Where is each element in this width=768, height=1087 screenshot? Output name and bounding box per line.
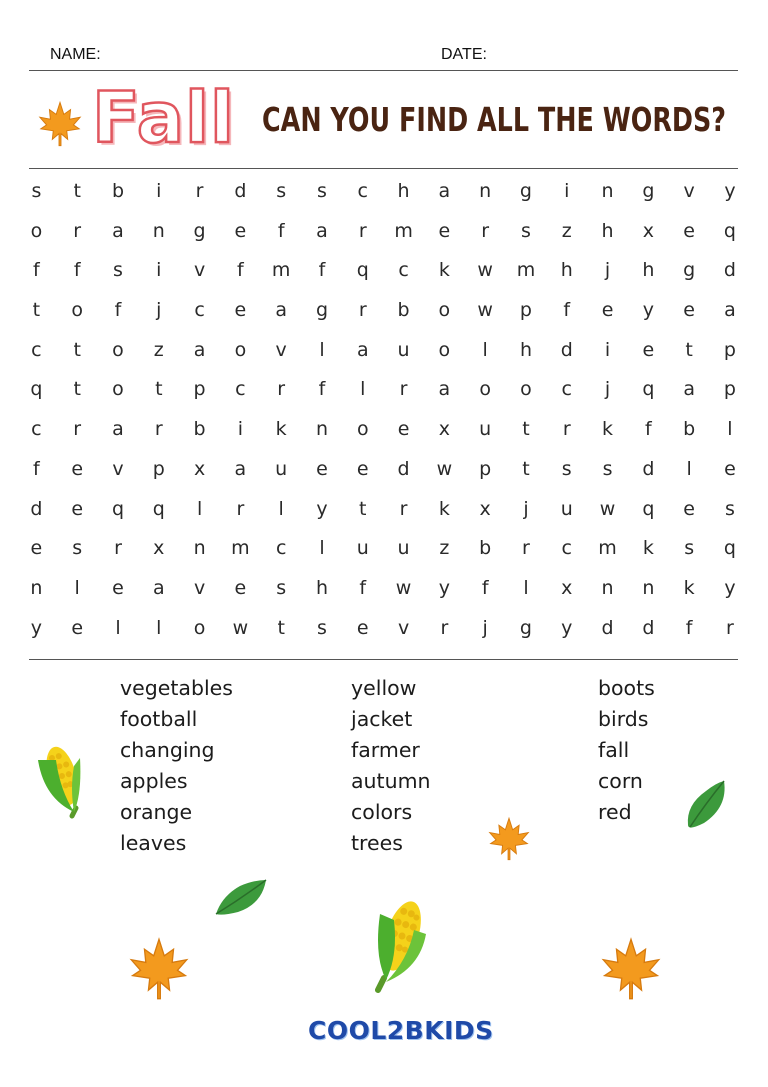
grid-letter: e: [683, 497, 695, 520]
corn-icon: [364, 890, 434, 996]
grid-letter: u: [397, 338, 410, 361]
grid-row: [16, 251, 751, 291]
grid-letter: y: [724, 576, 736, 599]
grid-letter: c: [275, 537, 287, 560]
grid-letter: o: [356, 418, 369, 441]
grid-letter: q: [30, 378, 43, 401]
grid-letter: v: [275, 338, 287, 361]
grid-letter: e: [356, 616, 369, 639]
grid-letter: a: [275, 299, 287, 322]
grid-letter: q: [642, 497, 655, 520]
grid-row: [16, 410, 751, 450]
word-list-item: leaves: [120, 831, 187, 855]
grid-letter: f: [318, 259, 326, 282]
grid-letter: o: [193, 616, 206, 639]
word-list-column-1: [120, 673, 233, 859]
grid-letter: m: [394, 219, 413, 242]
header-divider: [29, 70, 738, 71]
grid-divider: [29, 659, 738, 660]
word-list-column-3: [598, 673, 655, 828]
grid-letter: r: [522, 537, 530, 560]
grid-letter: q: [642, 378, 655, 401]
grid-letter: b: [397, 299, 410, 322]
grid-letter: r: [562, 418, 571, 441]
grid-letter: i: [156, 259, 162, 282]
grid-letter: a: [724, 299, 736, 322]
grid-letter: j: [523, 497, 529, 520]
grid-letter: n: [152, 219, 165, 242]
grid-letter: e: [724, 457, 736, 480]
grid-letter: w: [599, 497, 616, 520]
grid-letter: e: [234, 299, 247, 322]
grid-letter: r: [399, 497, 408, 520]
grid-letter: c: [357, 180, 368, 202]
grid-letter: r: [481, 219, 490, 242]
grid-letter: y: [724, 180, 736, 202]
grid-letter: d: [234, 180, 247, 202]
grid-letter: t: [73, 180, 81, 202]
grid-letter: z: [153, 338, 164, 361]
grid-letter: h: [560, 259, 573, 282]
word-list-item: red: [598, 800, 632, 824]
grid-letter: h: [519, 338, 532, 361]
title-fall: Fall: [92, 77, 235, 159]
grid-letter: k: [642, 537, 654, 560]
word-list-item: boots: [598, 676, 655, 700]
grid-letter: e: [683, 219, 695, 242]
grid-letter: a: [112, 219, 124, 242]
grid-letter: m: [516, 259, 536, 282]
grid-row: [16, 450, 751, 490]
grid-letter: e: [601, 299, 614, 322]
grid-letter: d: [642, 616, 655, 639]
grid-letter: m: [598, 537, 617, 560]
grid-letter: a: [438, 180, 451, 202]
grid-letter: m: [231, 537, 250, 560]
grid-letter: h: [642, 259, 655, 282]
grid-letter: x: [561, 576, 573, 599]
grid-letter: n: [601, 180, 614, 202]
grid-letter: o: [30, 219, 43, 242]
grid-letter: e: [30, 537, 43, 560]
grid-letter: j: [604, 378, 611, 401]
grid-letter: r: [358, 219, 367, 242]
grid-letter: i: [237, 418, 244, 441]
word-list-item: vegetables: [120, 676, 233, 700]
grid-letter: f: [33, 259, 40, 282]
grid-letter: p: [519, 299, 532, 322]
word-search-grid: [16, 172, 751, 648]
grid-row: [16, 172, 751, 212]
grid-letter: w: [436, 457, 453, 480]
grid-letter: y: [316, 497, 328, 520]
grid-letter: q: [723, 219, 736, 242]
grid-letter: d: [397, 457, 410, 480]
grid-letter: g: [519, 616, 532, 639]
grid-letter: e: [642, 338, 655, 361]
grid-letter: s: [317, 616, 327, 639]
grid-letter: t: [277, 616, 285, 639]
grid-letter: r: [154, 418, 163, 441]
grid-letter: v: [193, 259, 206, 282]
grid-row: [16, 331, 751, 371]
grid-letter: l: [74, 576, 80, 599]
grid-letter: g: [642, 180, 655, 202]
green-leaf-icon: [212, 876, 268, 920]
grid-letter: k: [438, 259, 450, 282]
grid-letter: c: [235, 378, 246, 401]
grid-letter: s: [684, 537, 695, 560]
grid-letter: y: [30, 616, 43, 639]
grid-letter: s: [276, 180, 287, 202]
grid-letter: u: [397, 537, 410, 560]
grid-letter: s: [317, 180, 327, 202]
word-list-item: jacket: [351, 707, 413, 731]
word-list-item: orange: [120, 800, 193, 824]
grid-row: [16, 569, 751, 609]
grid-letter: e: [112, 576, 124, 599]
grid-letter: k: [602, 418, 614, 441]
green-leaf-icon: [684, 777, 728, 833]
grid-letter: r: [399, 378, 408, 401]
word-list-item: yellow: [351, 676, 417, 700]
grid-letter: a: [112, 418, 124, 441]
grid-letter: s: [276, 576, 287, 599]
grid-letter: q: [723, 537, 736, 560]
grid-letter: l: [727, 418, 733, 441]
grid-letter: h: [315, 576, 328, 599]
grid-letter: n: [315, 418, 328, 441]
grid-letter: z: [561, 219, 572, 242]
word-list-item: apples: [120, 769, 188, 793]
grid-letter: n: [601, 576, 614, 599]
grid-letter: x: [438, 418, 450, 441]
grid-letter: k: [683, 576, 695, 599]
grid-letter: n: [30, 576, 43, 599]
maple-leaf-icon: [36, 100, 84, 148]
grid-letter: x: [193, 457, 206, 480]
grid-letter: u: [356, 537, 369, 560]
grid-letter: e: [71, 497, 84, 520]
grid-letter: j: [156, 299, 162, 322]
grid-letter: x: [153, 537, 165, 560]
grid-letter: r: [73, 418, 82, 441]
date-label: DATE:: [441, 46, 487, 63]
title-divider: [29, 168, 738, 169]
grid-letter: v: [683, 180, 695, 202]
grid-letter: z: [439, 537, 450, 560]
grid-letter: l: [319, 537, 325, 560]
grid-letter: f: [237, 259, 244, 282]
grid-row: [16, 529, 751, 569]
grid-letter: j: [482, 616, 488, 639]
grid-letter: l: [196, 497, 203, 520]
grid-letter: f: [73, 259, 81, 282]
grid-letter: o: [71, 299, 83, 322]
grid-letter: a: [683, 378, 695, 401]
grid-letter: n: [193, 537, 206, 560]
grid-letter: q: [356, 259, 369, 282]
grid-letter: r: [114, 537, 122, 560]
grid-letter: f: [563, 299, 571, 322]
maple-leaf-icon: [598, 936, 664, 1002]
grid-letter: b: [683, 418, 696, 441]
grid-letter: r: [440, 616, 449, 639]
grid-letter: f: [114, 299, 122, 322]
grid-letter: g: [193, 219, 206, 242]
grid-letter: w: [395, 576, 412, 599]
grid-letter: d: [560, 338, 573, 361]
grid-letter: c: [194, 299, 205, 322]
grid-letter: l: [156, 616, 162, 639]
grid-letter: k: [438, 497, 450, 520]
grid-letter: e: [234, 219, 247, 242]
grid-letter: w: [232, 616, 249, 639]
site-logo: COOL2BKIDS: [308, 1016, 494, 1045]
grid-letter: o: [112, 378, 124, 401]
word-list-item: colors: [351, 800, 413, 824]
grid-letter: e: [438, 219, 451, 242]
grid-letter: s: [724, 497, 735, 520]
grid-letter: t: [359, 497, 367, 520]
grid-letter: f: [33, 457, 40, 480]
grid-letter: x: [642, 219, 654, 242]
title-subtitle: CAN YOU FIND ALL THE WORDS?: [262, 100, 727, 139]
grid-letter: s: [602, 457, 613, 480]
grid-letter: e: [71, 457, 84, 480]
grid-letter: e: [316, 457, 328, 480]
grid-letter: h: [397, 180, 410, 202]
grid-letter: o: [520, 378, 532, 401]
grid-letter: l: [523, 576, 529, 599]
grid-letter: c: [561, 537, 572, 560]
grid-row: [16, 490, 751, 530]
grid-letter: u: [560, 497, 573, 520]
grid-letter: a: [193, 338, 206, 361]
grid-letter: e: [234, 576, 247, 599]
grid-letter: g: [315, 299, 328, 322]
grid-letter: p: [723, 338, 736, 361]
word-list-item: trees: [351, 831, 403, 855]
grid-letter: t: [73, 378, 81, 401]
grid-letter: r: [195, 180, 204, 202]
grid-letter: p: [152, 457, 165, 480]
grid-letter: b: [111, 180, 125, 202]
grid-letter: r: [358, 299, 367, 322]
grid-letter: o: [479, 378, 491, 401]
grid-letter: d: [601, 616, 614, 639]
grid-letter: q: [152, 497, 165, 520]
grid-letter: x: [479, 497, 491, 520]
grid-letter: e: [356, 457, 369, 480]
grid-letter: s: [521, 219, 531, 242]
grid-letter: f: [645, 418, 652, 441]
grid-letter: n: [479, 180, 492, 202]
grid-letter: v: [112, 457, 124, 480]
grid-letter: r: [277, 378, 286, 401]
word-list-item: autumn: [351, 769, 431, 793]
grid-letter: d: [723, 259, 736, 282]
grid-letter: o: [438, 338, 451, 361]
grid-letter: f: [277, 219, 285, 242]
grid-letter: l: [278, 497, 284, 520]
grid-row: [16, 291, 751, 331]
word-list-item: corn: [598, 769, 643, 793]
word-list-item: football: [120, 707, 198, 731]
word-list-item: changing: [120, 738, 215, 762]
grid-letter: l: [686, 457, 692, 480]
grid-row: [16, 212, 751, 252]
grid-letter: a: [234, 457, 247, 480]
name-label: NAME:: [50, 46, 101, 63]
word-list-item: farmer: [351, 738, 420, 762]
grid-letter: l: [115, 616, 121, 639]
grid-letter: s: [113, 259, 123, 282]
grid-letter: f: [481, 576, 489, 599]
grid-letter: f: [359, 576, 367, 599]
grid-letter: g: [683, 259, 696, 282]
grid-letter: j: [604, 259, 611, 282]
grid-letter: q: [111, 497, 125, 520]
grid-letter: i: [604, 338, 611, 361]
grid-letter: v: [193, 576, 206, 599]
grid-row: [16, 370, 751, 410]
grid-letter: c: [561, 378, 572, 401]
grid-letter: o: [112, 338, 124, 361]
grid-letter: a: [152, 576, 165, 599]
grid-letter: f: [318, 378, 326, 401]
grid-letter: g: [519, 180, 532, 202]
grid-letter: o: [438, 299, 451, 322]
grid-letter: f: [685, 616, 693, 639]
grid-letter: c: [31, 418, 42, 441]
grid-letter: c: [31, 338, 42, 361]
grid-letter: i: [156, 180, 162, 202]
grid-letter: l: [482, 338, 488, 361]
grid-letter: t: [73, 338, 81, 361]
grid-letter: t: [522, 418, 530, 441]
grid-letter: l: [319, 338, 325, 361]
maple-leaf-icon: [486, 816, 532, 862]
grid-letter: p: [723, 378, 736, 401]
grid-letter: p: [479, 457, 492, 480]
grid-letter: y: [561, 616, 573, 639]
grid-letter: u: [275, 457, 288, 480]
grid-letter: d: [642, 457, 655, 480]
grid-letter: w: [477, 299, 493, 322]
grid-letter: a: [356, 338, 369, 361]
grid-letter: r: [726, 616, 734, 639]
grid-letter: l: [360, 378, 366, 401]
grid-letter: s: [561, 457, 572, 480]
corn-icon: [30, 738, 90, 820]
word-list-column-2: [351, 673, 431, 859]
grid-letter: e: [71, 616, 84, 639]
grid-letter: e: [397, 418, 410, 441]
grid-letter: c: [398, 259, 409, 282]
grid-letter: e: [683, 299, 695, 322]
grid-letter: w: [477, 259, 493, 282]
grid-letter: t: [522, 457, 530, 480]
maple-leaf-icon: [126, 936, 192, 1002]
grid-letter: m: [271, 259, 291, 282]
grid-letter: i: [564, 180, 570, 202]
grid-letter: y: [642, 299, 654, 322]
grid-letter: d: [30, 497, 43, 520]
grid-letter: v: [397, 616, 410, 639]
grid-letter: n: [642, 576, 655, 599]
grid-letter: k: [275, 418, 287, 441]
grid-letter: r: [73, 219, 82, 242]
word-list-item: fall: [598, 738, 630, 762]
grid-row: [16, 609, 751, 649]
grid-letter: t: [685, 338, 693, 361]
grid-letter: o: [234, 338, 247, 361]
grid-letter: r: [236, 497, 245, 520]
grid-letter: a: [316, 219, 328, 242]
grid-letter: a: [438, 378, 451, 401]
word-list-item: birds: [598, 707, 649, 731]
grid-letter: p: [193, 378, 206, 401]
grid-letter: t: [32, 299, 41, 322]
grid-letter: b: [479, 537, 492, 560]
grid-letter: h: [601, 219, 614, 242]
grid-letter: s: [72, 537, 83, 560]
grid-letter: y: [438, 576, 450, 599]
grid-letter: t: [155, 378, 163, 401]
grid-letter: s: [31, 180, 42, 202]
grid-letter: u: [479, 418, 492, 441]
grid-letter: b: [193, 418, 206, 441]
